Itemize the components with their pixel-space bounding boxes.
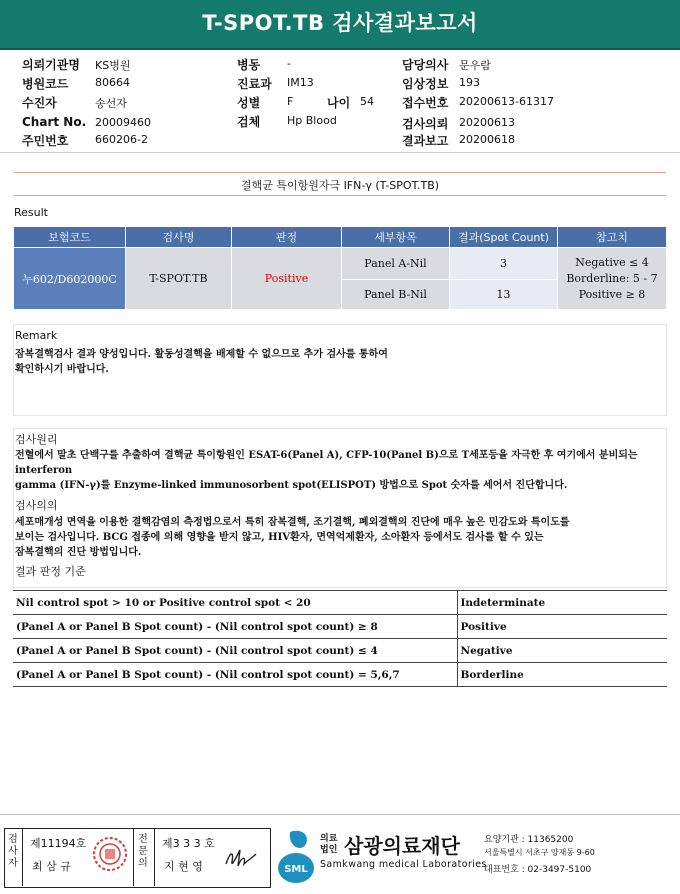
value-patient-name: 송선자 — [95, 97, 127, 110]
principle-line: 전혈에서 말초 단백구를 추출하여 결핵균 특이항원인 ESAT-6(Panel A), CFP-10(Panel B)으로 T세포등을 자극한 후 여기에서 분비되는 interferon — [15, 450, 638, 476]
subtitle-rule-bottom — [14, 195, 666, 196]
org-name: 삼광의료재단 — [344, 834, 460, 858]
criteria-result: Positive — [457, 615, 667, 639]
cell-reference — [558, 248, 667, 310]
value-sex: F — [287, 95, 294, 108]
label-requesting-institution: 의뢰기관명 — [22, 58, 80, 72]
significance-line: 잠복결핵의 진단 방법입니다. — [15, 547, 142, 558]
result-table — [13, 226, 667, 310]
header-spot-count: 결과(Spot Count) — [450, 227, 558, 248]
reference-negative: Negative ≤ 4 — [575, 255, 649, 269]
specialist-label: 전문의 — [138, 834, 148, 869]
org-english-name: Samkwang medical Laboratories — [320, 859, 487, 870]
specialist-license: 제3 3 3 호 — [162, 837, 215, 850]
label-attending-doctor: 담당의사 — [402, 58, 449, 72]
specialist-signature-icon — [222, 844, 260, 872]
subtitle-rule-top — [14, 172, 666, 173]
value-department: IM13 — [287, 76, 314, 89]
label-resident-number: 주민번호 — [22, 134, 69, 148]
principle-text — [15, 448, 667, 493]
value-hospital-code: 80664 — [95, 76, 130, 89]
value-receipt-number: 20200613-61317 — [459, 95, 554, 108]
label-ward: 병동 — [237, 58, 261, 72]
header-detail-item: 세부항목 — [342, 227, 450, 248]
cell-judgment: Positive — [232, 248, 342, 310]
table-row — [13, 591, 667, 615]
significance-line: 세포매개성 면역을 이용한 결핵감염의 측정법으로서 특히 잠복결핵, 조기결핵, 폐외결핵의 진단에 매우 높은 민감도와 특이도를 — [15, 517, 570, 528]
significance-text — [15, 515, 665, 560]
principle-line: gamma (IFN-γ)를 Enzyme-linked immunosorbent spot(ELISPOT) 방법으로 Spot 숫자를 세어서 진단합니다. — [15, 480, 568, 491]
value-age: 54 — [360, 95, 374, 108]
value-clinical-info: 193 — [459, 76, 480, 89]
label-hospital-code: 병원코드 — [22, 77, 69, 91]
cell-insurance-code: 누602/D602000C — [14, 248, 126, 310]
remark-text — [15, 347, 655, 377]
value-specimen: Hp Blood — [287, 114, 337, 127]
table-row — [13, 615, 667, 639]
cell-panel-a-count: 3 — [450, 248, 558, 280]
report-title-banner — [0, 0, 680, 50]
value-test-request-date: 20200613 — [459, 116, 515, 129]
footer-divider — [0, 814, 680, 815]
specialist-name: 지 현 영 — [164, 860, 203, 873]
examiner-name: 최 삼 규 — [32, 860, 71, 873]
criteria-condition: (Panel A or Panel B Spot count) - (Nil control spot count) ≤ 4 — [13, 639, 457, 663]
info-divider — [0, 152, 680, 153]
principle-label: 검사원리 — [15, 433, 58, 446]
examiner-license: 제11194호 — [30, 837, 87, 850]
reference-borderline: Borderline: 5 - 7 — [566, 271, 658, 285]
label-department: 진료과 — [237, 77, 272, 91]
sml-logo-icon — [276, 828, 320, 886]
table-row — [13, 639, 667, 663]
table-row — [14, 248, 667, 280]
label-test-request-date: 검사의뢰 — [402, 117, 449, 131]
cell-test-name: T-SPOT.TB — [126, 248, 232, 310]
criteria-condition: (Panel A or Panel B Spot count) - (Nil control spot count) = 5,6,7 — [13, 663, 457, 687]
label-chart-no: Chart No. — [22, 115, 87, 129]
criteria-result: Borderline — [457, 663, 667, 687]
criteria-label: 결과 판정 기준 — [15, 565, 86, 578]
label-patient-name: 수진자 — [22, 96, 57, 110]
cell-panel-b-item: Panel B-Nil — [342, 280, 450, 310]
header-insurance-code: 보험코드 — [14, 227, 126, 248]
cell-panel-b-count: 13 — [450, 280, 558, 310]
label-clinical-info: 임상정보 — [402, 77, 449, 91]
org-code: 요양기관 : 11365200 — [484, 835, 574, 845]
criteria-result: Negative — [457, 639, 667, 663]
criteria-table — [13, 590, 667, 687]
label-age: 나이 — [327, 96, 351, 110]
remark-label: Remark — [15, 329, 58, 342]
criteria-condition: Nil control spot > 10 or Positive control spot < 20 — [13, 591, 457, 615]
significance-line: 보이는 검사입니다. BCG 접종에 의해 영향을 받지 않고, HIV환자, 면역억제환자, 소아환자 등에서도 검사를 할 수 있는 — [15, 532, 544, 543]
label-receipt-number: 접수번호 — [402, 96, 449, 110]
remark-line: 확인하시기 바랍니다. — [15, 364, 109, 375]
value-ward: - — [287, 57, 291, 70]
value-requesting-institution: KS병원 — [95, 59, 131, 72]
result-section-label: Result — [14, 206, 48, 219]
result-header-row — [14, 227, 667, 248]
examiner-seal-icon — [92, 836, 128, 872]
header-judgment: 판정 — [232, 227, 342, 248]
examiner-label: 검사자 — [8, 834, 18, 869]
significance-label: 검사의의 — [15, 499, 58, 512]
label-result-report-date: 결과보고 — [402, 134, 449, 148]
criteria-result: Indeterminate — [457, 591, 667, 615]
org-legal-type: 의료법인 — [320, 834, 338, 855]
header-test-name: 검사명 — [126, 227, 232, 248]
sml-logo-text: SML — [284, 864, 308, 875]
cell-panel-a-item: Panel A-Nil — [342, 248, 450, 280]
report-title: T-SPOT.TB 검사결과보고서 — [202, 11, 478, 35]
header-reference: 참고치 — [558, 227, 667, 248]
value-chart-no: 20009460 — [95, 116, 151, 129]
org-phone: 대표번호 : 02-3497-5100 — [484, 865, 592, 875]
org-address: 서울특별시 서초구 양재동 9-60 — [484, 848, 595, 857]
label-sex: 성별 — [237, 96, 261, 110]
subtitle: 결핵균 특이항원자극 IFN-γ (T-SPOT.TB) — [240, 179, 440, 192]
remark-line: 잠복결핵검사 결과 양성입니다. 활동성결핵을 배제할 수 없으므로 추가 검사를 통하여 — [15, 349, 388, 360]
footer — [0, 822, 680, 894]
value-attending-doctor: 문우람 — [459, 59, 491, 72]
value-resident-number: 660206-2 — [95, 133, 148, 146]
label-specimen: 검체 — [237, 115, 261, 129]
table-row — [13, 663, 667, 687]
reference-positive: Positive ≥ 8 — [578, 287, 646, 301]
criteria-condition: (Panel A or Panel B Spot count) - (Nil control spot count) ≥ 8 — [13, 615, 457, 639]
value-result-report-date: 20200618 — [459, 133, 515, 146]
